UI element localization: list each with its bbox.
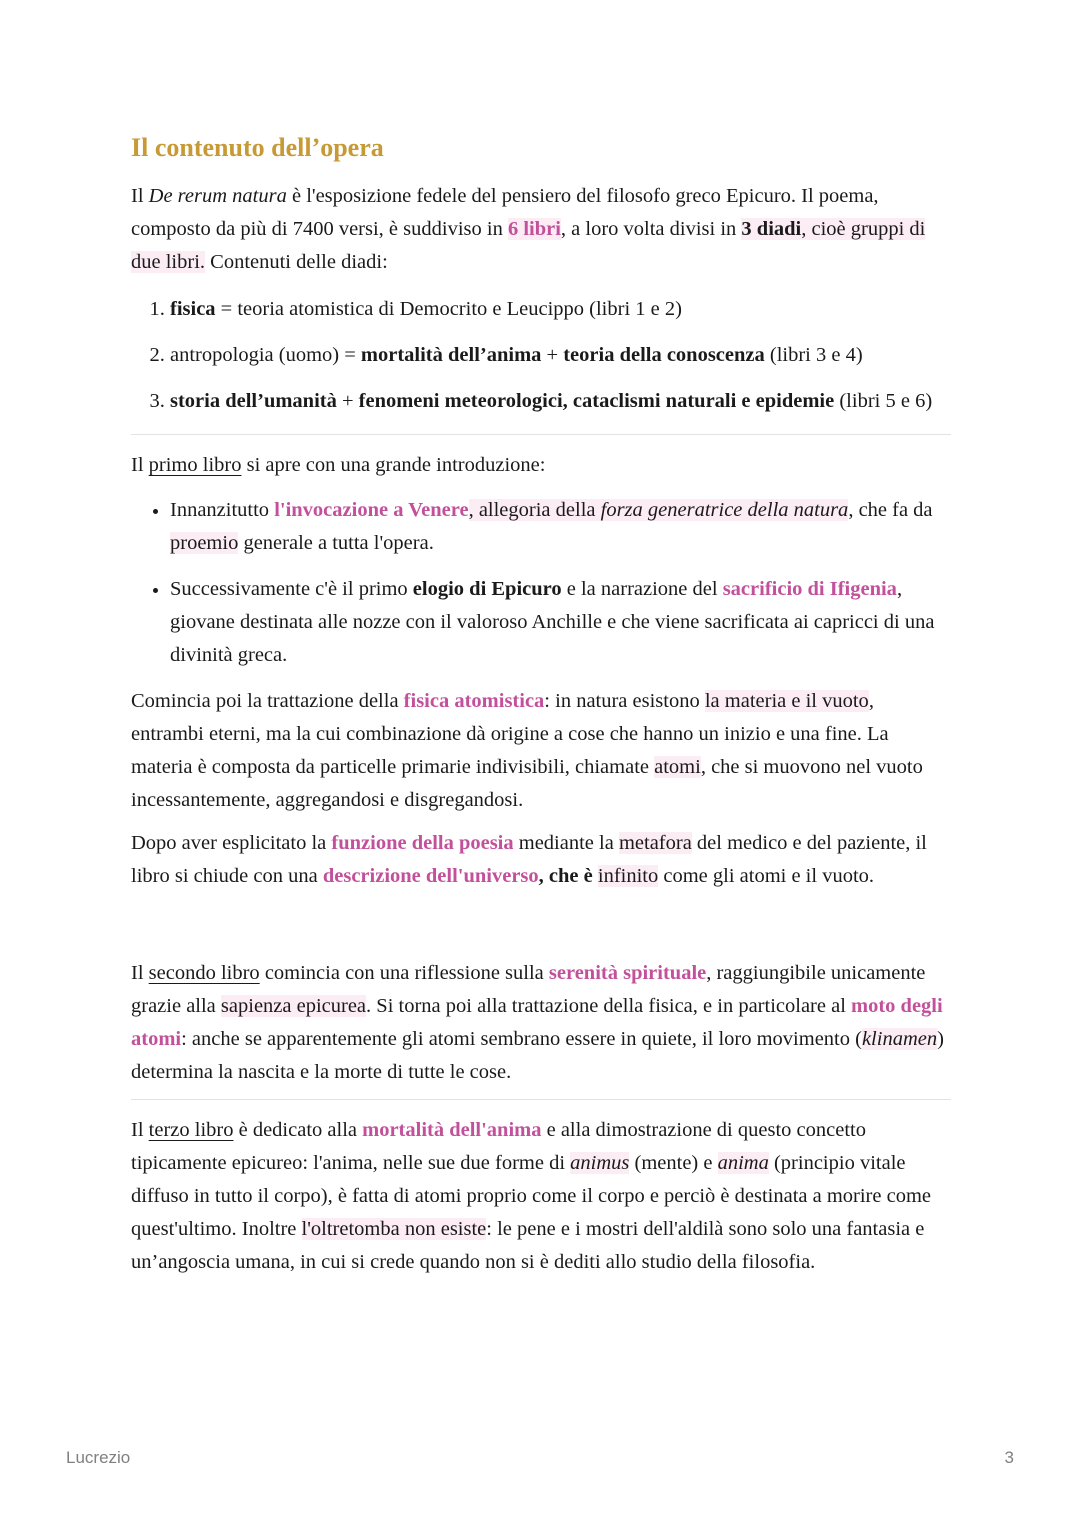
text: fenomeni meteorologici, cataclismi naturali e epidemie — [358, 390, 835, 412]
diadi-list — [131, 293, 951, 418]
underlined-term: secondo libro — [148, 962, 260, 984]
text: sapienza epicurea — [220, 995, 367, 1017]
text: Il — [131, 962, 149, 984]
text: (libri 3 e 4) — [764, 344, 863, 366]
list-item — [170, 339, 951, 372]
libro1-intro — [131, 449, 951, 482]
text: . Si torna poi alla trattazione della fisica, e in particolare al — [366, 995, 852, 1017]
highlight-term: descrizione dell'universo — [322, 865, 539, 887]
text: , che si muovono nel vuoto incessantemente, aggregandosi e disgregandosi. — [131, 756, 923, 811]
libro2-paragraph — [131, 957, 951, 1089]
text: è l'esposizione fedele del pensiero del filosofo greco Epicuro. Il poema, composto da più di 7400 versi, è suddiviso in — [131, 185, 879, 240]
text: antropologia (uomo) = — [170, 344, 361, 366]
text: (libri 5 e 6) — [834, 390, 933, 412]
intro-paragraph — [131, 180, 951, 279]
text: e la narrazione del — [561, 578, 723, 600]
page-content — [131, 118, 951, 1289]
text: la materia e il vuoto — [704, 690, 869, 712]
highlight-term: sacrificio di Ifigenia — [722, 578, 897, 600]
text: , giovane destinata alle nozze con il valoroso Anchille e che viene sacrificata ai capricci di una divinità greca. — [170, 578, 935, 666]
list-item — [170, 293, 951, 326]
text: proemio — [170, 532, 239, 554]
text: del medico e del paziente, il libro si chiude con una — [131, 832, 927, 887]
divider — [131, 1099, 951, 1100]
text: teoria della conoscenza — [563, 344, 765, 366]
text: atomi — [654, 756, 701, 778]
text: storia dell’umanità — [170, 390, 337, 412]
text: Comincia poi la trattazione della — [131, 690, 404, 712]
list-item — [170, 573, 951, 672]
highlight-term: fisica atomistica — [403, 690, 545, 712]
text: comincia con una riflessione sulla — [259, 962, 549, 984]
text: elogio di Epicuro — [412, 578, 562, 600]
text: come gli atomi e il vuoto. — [658, 865, 875, 887]
text: (principio vitale diffuso in tutto il corpo), è fatta di atomi proprio come il corpo e perciò è destinata a morire come quest'ultimo. Inoltre — [131, 1152, 932, 1240]
text: infinito — [597, 865, 659, 887]
text: l'oltretomba non esiste — [301, 1218, 487, 1240]
text: , raggiungibile unicamente grazie alla — [131, 962, 926, 1017]
highlight-term: moto degli atomi — [131, 995, 943, 1050]
libro3-paragraph — [131, 1114, 951, 1279]
text: animus — [570, 1152, 630, 1174]
text: klinamen — [861, 1028, 938, 1050]
footer-title: Lucrezio — [66, 1448, 131, 1467]
list-item — [170, 494, 951, 560]
text: : anche se apparentemente gli atomi sembrano essere in quiete, il loro movimento ( — [181, 1028, 862, 1050]
text: ) determina la nascita e la morte di tutte le cose. — [131, 1028, 944, 1083]
text: Dopo aver esplicitato la — [131, 832, 332, 854]
libro1-paragraph-1 — [131, 685, 951, 817]
text: Il — [131, 1119, 149, 1141]
highlight-term: l'invocazione a Venere — [274, 499, 469, 521]
text: , allegoria della — [468, 499, 601, 521]
divider — [131, 434, 951, 435]
text: , entrambi eterni, ma la cui combinazione dà origine a cose che hanno un inizio e una fine. La materia è composta da particelle primarie indivisibili, chiamate — [131, 690, 889, 778]
text: Il — [131, 454, 149, 476]
underlined-term: primo libro — [148, 454, 242, 476]
highlight-diadi: 3 diadi — [741, 218, 802, 240]
text: + — [541, 344, 564, 366]
text: è dedicato alla — [233, 1119, 363, 1141]
text: Contenuti delle diadi: — [205, 251, 388, 273]
text: fisica — [170, 298, 216, 320]
list-item — [170, 385, 951, 418]
text: : in natura esistono — [544, 690, 705, 712]
highlight-term: serenità spirituale — [548, 962, 707, 984]
highlight-term: funzione della poesia — [331, 832, 514, 854]
text: : le pene e i mostri dell'aldilà sono solo una fantasia e un’angoscia umana, in cui si crede quando non si è dediti allo studio della filosofia. — [131, 1218, 925, 1273]
text: Successivamente c'è il primo — [170, 578, 413, 600]
text: (mente) e — [629, 1152, 718, 1174]
text: , che fa da — [848, 499, 933, 521]
libro1-paragraph-2 — [131, 827, 951, 893]
text: , cioè gruppi di due libri. — [131, 218, 926, 273]
text: generale a tutta l'opera. — [238, 532, 434, 554]
text: anima — [717, 1152, 769, 1174]
section-heading: Il contenuto dell’opera — [131, 133, 384, 162]
text: Innanzitutto — [170, 499, 275, 521]
highlight-libri: 6 libri — [507, 218, 561, 240]
highlight-term: mortalità dell'anima — [362, 1119, 542, 1141]
text: metafora — [618, 832, 692, 854]
text: mediante la — [513, 832, 619, 854]
text: , che è — [538, 865, 598, 887]
text: e alla dimostrazione di questo concetto tipicamente epicureo: l'anima, nelle sue due forme di — [131, 1119, 866, 1174]
text: forza generatrice della natura — [600, 499, 849, 521]
spacer — [131, 903, 951, 957]
text: , a loro volta divisi in — [560, 218, 742, 240]
text: + — [336, 390, 359, 412]
text: si apre con una grande introduzione: — [241, 454, 546, 476]
libro1-bullets — [131, 494, 951, 672]
underlined-term: terzo libro — [148, 1119, 234, 1141]
work-title: De rerum natura — [148, 185, 287, 207]
text: mortalità dell’anima — [360, 344, 542, 366]
text: Il — [131, 185, 149, 207]
page-number: 3 — [1004, 1448, 1014, 1467]
text: = teoria atomistica di Democrito e Leucippo (libri 1 e 2) — [215, 298, 682, 320]
